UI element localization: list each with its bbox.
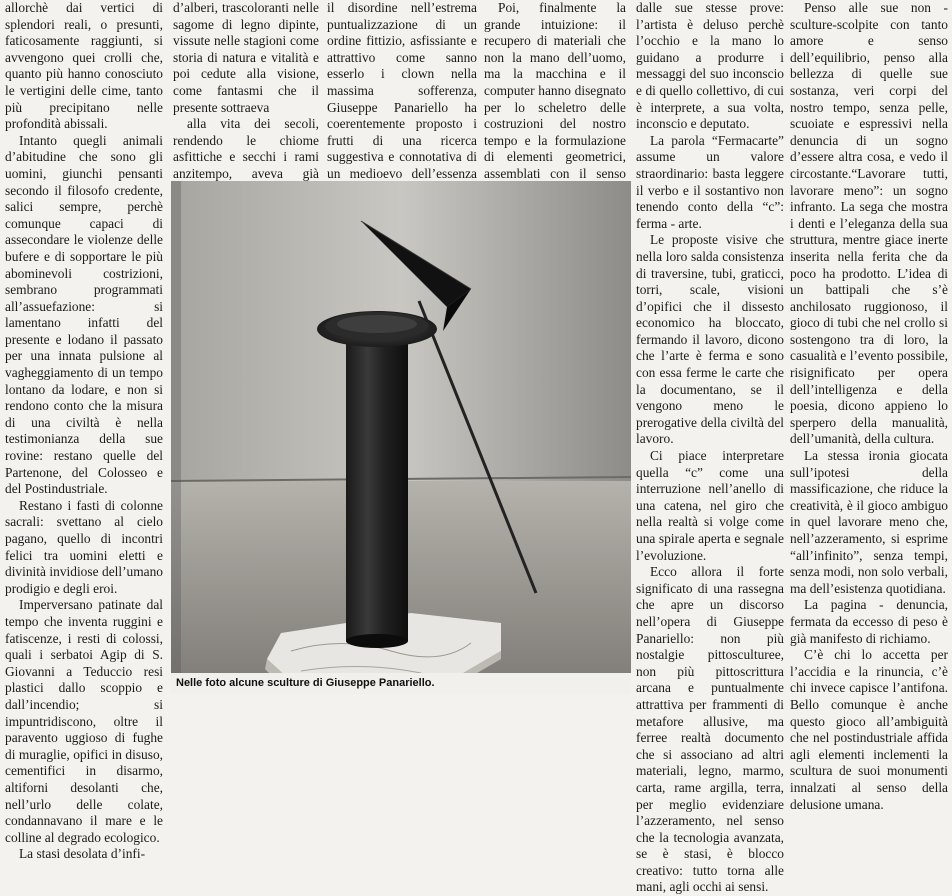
text-column-1 — [5, 0, 163, 862]
text-column-6 — [790, 0, 948, 812]
text-column-3 — [327, 0, 477, 192]
photo-caption: Nelle foto alcune sculture di Giuseppe Panariello. — [176, 677, 435, 689]
paragraph: il disordine nell’estrema puntualizzazione di un ordine fittizio, asfissiante e attrattivo come sanno esserlo i clown nella massima sofferenza, Giuseppe Panariello ha coerentemente proposto i frutti di una ricerca suggestiva e connotativa di un medioevo dell’essenza — [327, 0, 477, 181]
paragraph: Penso alle sue non - sculture-scolpite con tanto amore e senso dell’equilibrio, penso alla bellezza di quelle sue sostanza, veri corpi del nostro tempo, senza pelle, scuoiate e espressivi nella denuncia di un sogno d’essere altra cosa, e vedo il circostante.“Lavorare tutti, lavorare meno”: un sogno infranto. La sega che mostra i denti e l’eleganza della sua struttura, mentre giace inerte inserita nella ferita che da poco ha prodotto. L’idea di un battipali che s’è anchilosato ruggionoso, il gioco di tubi che nel crollo si sostengono tra di loro, la casualità e l’evento possibile, risignificato per opera dell’intelligenza e della poesia, dicono appieno lo sperpero della manualità, dell’umanità, della cultura. — [790, 0, 948, 447]
paragraph: Poi, finalmente la grande intuizione: il recupero di materiali che non la mano dell’uomo, ma la macchina e il computer hanno disegnato per lo scheletro delle costruzioni del nostro tempo e la formulazione di elementi geometrici, assemblati con il senso — [484, 0, 626, 181]
paragraph: allorchè dai vertici di splendori reali, o presunti, faticosamente raggiunti, si avvengono quei crolli che, quanto più hanno conosciuto le vertigini delle cime, tanto più precipitano nelle profondità abissali. — [5, 0, 163, 132]
paragraph: La pagina - denuncia, fermata da eccesso di peso è già manifesto di richiamo. — [790, 597, 948, 646]
paragraph: Restano i fasti di colonne sacrali: svettano al cielo pagano, quello di incontri felici tra uomini eletti e divinità invidiose dell’umano prodigio e degli eroi. — [5, 497, 163, 596]
paragraph: alla vita dei secoli, rendendo le chiome asfittiche e secchi i rami anzitempo, aveva già — [173, 116, 319, 181]
paragraph: Ci piace interpretare quella “c” come una interruzione nell’anello di una catena, nel giro che nella realtà si volge come una spirale aperta e segnale l’evoluzione. — [636, 448, 784, 563]
paragraph: Intanto quegli animali d’abitudine che sono gli uomini, giunchi pensanti secondo il filosofo credente, salici sempre, perchè comunque capaci di assecondare le violenze delle bufere e di sopportare le più abominevoli costrizioni, sembrano programmati all’assuefazione: si lamentano infatti del presente e lodano il passato per una innata pulsione al vagheggiamento di un tempo lontano da lodare, e non si rendono conto che la misura di una civiltà è nella testimonianza della sue rovine: restano quelle del Partenone, del Colosseo e del Postindustriale. — [5, 132, 163, 497]
text-column-2 — [173, 0, 319, 192]
paragraph: C’è chi lo accetta per l’accidia e la rinuncia, c’è chi invece capisce l’antifona. Bello comunque è anche questo gioco all’ambiguità che nel postindustriale affida agli elementi inclementi la scultura de suoi monumenti innalzati al senso della delusione umana. — [790, 647, 948, 812]
paragraph: Le proposte visive che nella loro salda consistenza di traversine, tubi, graticci, torri, scale, visioni d’opifici che il dissesto economico ha bloccato, fermando il lavoro, dicono che l’arte è ferma e sono con essa ferme le carte che la documentano, se il vengono meno le prerogative della civiltà del lavoro. — [636, 232, 784, 447]
text-column-5 — [636, 0, 784, 895]
paragraph: dalle sue stesse prove: l’artista è deluso perchè l’occhio e la mano lo guidano a produrre i messaggi del suo inconscio e di quello collettivo, di cui è interprete, a sua volta, inconscio e deputato. — [636, 0, 784, 132]
paragraph: d’alberi, trascoloranti nelle sagome di legno dipinte, vissute nelle stagioni come storia di natura e vitalità e poi cedute alla visione, come fantasmi che il presente sottraeva — [173, 0, 319, 115]
paragraph: La stessa ironia giocata sull’ipotesi della massificazione, che riduce la creatività, è il gioco ambiguo in quel lavorare meno che, nell’azzeramento, si esprime “all’infinito”, senza tempi, senza modi, non solo verbali, ma dell’esistenza quotidiana. — [790, 448, 948, 596]
paragraph: Ecco allora il forte significato di una rassegna che apre un discorso nell’opera di Giuseppe Panariello: non più nostalgie pittosculturee, non più pittoscrittura arcana e puntualmente attrattiva per frammenti di metafore allusive, ma ferree realtà documento che si associano ad altri materiali, legno, marmo, carta, rame argilla, terra, per meglio evidenziare l’azzeramento, nel senso che la tecnologia avanzata, se è stasi, è blocco creativo: tutto torna alle mani, agli occhi ai sensi. — [636, 564, 784, 895]
paragraph: La stasi desolata d’infi- — [19, 846, 146, 862]
text-column-4 — [484, 0, 626, 192]
paragraph: Imperversano patinate dal tempo che inventa ruggini e fatiscenze, i resti di colossi, quali i serbatoi Agip di S. Giovanni a Teduccio resi plastici dallo scoppio e dall’incendio; si impuntridiscono, oltre il paravento uggioso di fughe di muraglie, opifici in disuso, cementifici in disarmo, altiforni desolanti che, nell’urlo delle colate, condannavano il mare e le colline al degrado ecologico. — [5, 597, 163, 845]
paragraph: La parola “Fermacarte” assume un valore straordinario: basta leggere il verbo e il sostantivo non tenendo conto della “c”: ferma - arte. — [636, 132, 784, 231]
sculpture-photo — [171, 181, 631, 694]
